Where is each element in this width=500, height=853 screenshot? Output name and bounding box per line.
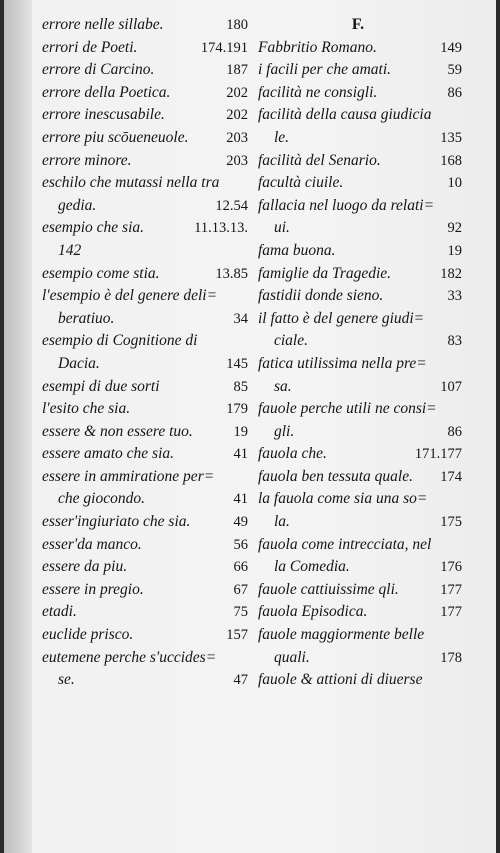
- entry-text: fallacia nel luogo da relati=: [258, 196, 435, 214]
- entry-text: Fabbritio Romano.: [258, 38, 377, 56]
- page-reference: 203: [226, 152, 248, 169]
- page-reference: 92: [447, 220, 462, 237]
- entry-text: essere in ammiratione per=: [42, 467, 215, 485]
- index-entry: [258, 556, 462, 579]
- index-entry: [42, 195, 248, 218]
- page-reference: 10: [447, 175, 462, 192]
- entry-text: esser'ingiuriato che sia.: [42, 513, 191, 531]
- page-reference: 66: [233, 559, 248, 576]
- index-entry: [258, 330, 462, 353]
- entry-text: che giocondo.: [58, 490, 145, 508]
- index-entry: [258, 421, 462, 444]
- index-entry: [258, 37, 462, 60]
- page-reference: 182: [440, 265, 462, 282]
- page-reference: 13.85: [215, 265, 248, 282]
- index-entry: [258, 308, 462, 331]
- entry-text: fama buona.: [258, 241, 336, 259]
- entry-text: euclide prisco.: [42, 626, 134, 644]
- index-entry: [258, 647, 462, 670]
- page-reference: 203: [226, 129, 248, 146]
- page-reference: 176: [440, 559, 462, 576]
- index-entry: [42, 353, 248, 376]
- entry-text: 142: [58, 241, 82, 259]
- entry-text: errori de Poeti.: [42, 38, 138, 56]
- index-column-left: [42, 14, 248, 692]
- page-reference: 202: [226, 107, 248, 124]
- index-entry: [258, 104, 462, 127]
- page-reference: 145: [226, 355, 248, 372]
- index-entry: [42, 263, 248, 286]
- page-reference: 175: [440, 514, 462, 531]
- index-entry: [258, 59, 462, 82]
- entry-text: gli.: [274, 422, 295, 440]
- entry-text: essere amato che sia.: [42, 445, 175, 463]
- page-reference: 202: [226, 84, 248, 101]
- index-entry: [42, 240, 248, 263]
- entry-text: esempi di due sorti: [42, 377, 160, 395]
- entry-text: facultà ciuile.: [258, 174, 344, 192]
- index-entry: [42, 556, 248, 579]
- index-entry: [258, 172, 462, 195]
- entry-text: famiglie da Tragedie.: [258, 264, 392, 282]
- index-entry: [258, 82, 462, 105]
- entry-text: fatica utilissima nella pre=: [258, 354, 427, 372]
- index-entry: [258, 127, 462, 150]
- index-entry: [42, 443, 248, 466]
- index-entry: [42, 624, 248, 647]
- index-entry: [42, 488, 248, 511]
- entry-text: fauola come intrecciata, nel: [258, 535, 432, 553]
- entry-text: errore minore.: [42, 151, 132, 169]
- entry-text: la fauola come sia una so=: [258, 490, 428, 508]
- page-reference: 56: [233, 536, 248, 553]
- page-reference: 86: [447, 84, 462, 101]
- entry-text: essere da piu.: [42, 558, 128, 576]
- entry-text: i facili per che amati.: [258, 61, 392, 79]
- page-reference: 177: [440, 604, 462, 621]
- index-entry: [258, 195, 462, 218]
- page-reference: 86: [447, 423, 462, 440]
- entry-text: fauole & attioni di diuerse: [258, 671, 423, 689]
- entry-text: Dacia.: [58, 354, 100, 372]
- index-column-right: [258, 14, 462, 692]
- index-entry: [42, 534, 248, 557]
- index-entry: [258, 376, 462, 399]
- index-entry: [258, 488, 462, 511]
- entry-text: le.: [274, 128, 290, 146]
- index-entry: [42, 59, 248, 82]
- page-reference: 171.177: [414, 446, 462, 463]
- index-entry: [42, 579, 248, 602]
- index-entry: [258, 240, 462, 263]
- page-reference: 177: [440, 581, 462, 598]
- index-entry: [258, 217, 462, 240]
- index-entry: [42, 308, 248, 331]
- entry-text: gedia.: [58, 196, 97, 214]
- page-reference: 33: [447, 288, 462, 305]
- page-reference: 67: [233, 581, 248, 598]
- page-reference: 157: [226, 627, 248, 644]
- entry-text: fauole maggiormente belle: [258, 626, 425, 644]
- index-entry: [42, 217, 248, 240]
- index-entry: [258, 511, 462, 534]
- page-reference: 19: [447, 242, 462, 259]
- page-reference: 41: [233, 446, 248, 463]
- entry-text: eschilo che mutassi nella tra: [42, 174, 220, 192]
- entry-text: l'esito che sia.: [42, 400, 131, 418]
- page-reference: 135: [440, 129, 462, 146]
- entry-text: il fatto è del genere giudi=: [258, 309, 425, 327]
- entry-text: ui.: [274, 219, 290, 237]
- index-entry: [42, 150, 248, 173]
- index-entry: [258, 150, 462, 173]
- entry-text: facilità della causa giudicia: [258, 106, 432, 124]
- index-entry: [258, 14, 462, 37]
- page-reference: 107: [440, 378, 462, 395]
- entry-text: esempio di Cognitione di: [42, 332, 198, 350]
- index-entry: [258, 443, 462, 466]
- page-reference: 75: [233, 604, 248, 621]
- entry-text: errore della Poetica.: [42, 83, 171, 101]
- index-entry: [42, 511, 248, 534]
- entry-text: l'esempio è del genere deli=: [42, 287, 218, 305]
- page-reference: 49: [233, 514, 248, 531]
- book-page: [4, 0, 496, 853]
- entry-text: esempio che sia.: [42, 219, 145, 237]
- page-reference: 179: [226, 401, 248, 418]
- entry-text: facilità ne consigli.: [258, 83, 378, 101]
- entry-text: fauola Episodica.: [258, 603, 368, 621]
- entry-text: fauola che.: [258, 445, 327, 463]
- entry-text: fauole perche utili ne consi=: [258, 400, 437, 418]
- index-entry: [258, 466, 462, 489]
- index-entry: [42, 647, 248, 670]
- entry-text: sa.: [274, 377, 292, 395]
- index-entry: [42, 37, 248, 60]
- entry-text: errore inescusabile.: [42, 106, 165, 124]
- entry-text: se.: [58, 671, 75, 689]
- page-reference: 19: [233, 423, 248, 440]
- index-entry: [42, 601, 248, 624]
- index-entry: [42, 466, 248, 489]
- entry-text: la Comedia.: [274, 558, 350, 576]
- entry-text: eutemene perche s'uccides=: [42, 648, 217, 666]
- entry-text: fastidii donde sieno.: [258, 287, 384, 305]
- entry-text: facilità del Senario.: [258, 151, 381, 169]
- page-reference: 174.191: [200, 39, 248, 56]
- page-reference: 11.13.13.: [194, 220, 248, 237]
- index-entry: [42, 127, 248, 150]
- entry-text: la.: [274, 513, 290, 531]
- entry-text: fauole cattiuissime qli.: [258, 580, 399, 598]
- page-reference: 168: [440, 152, 462, 169]
- index-entry: [258, 534, 462, 557]
- index-entry: [42, 669, 248, 692]
- entry-text: errore piu scōueneuole.: [42, 128, 189, 146]
- index-entry: [42, 104, 248, 127]
- entry-text: errore di Carcino.: [42, 61, 155, 79]
- index-entry: [258, 263, 462, 286]
- entry-text: etadi.: [42, 603, 77, 621]
- page-reference: 34: [233, 310, 248, 327]
- page-reference: 12.54: [215, 197, 248, 214]
- page-reference: 41: [233, 491, 248, 508]
- entry-text: quali.: [274, 648, 310, 666]
- index-entry: [258, 579, 462, 602]
- index-entry: [42, 376, 248, 399]
- entry-text: F.: [351, 16, 365, 33]
- entry-text: errore nelle sillabe.: [42, 16, 164, 33]
- page-reference: 83: [447, 333, 462, 350]
- entry-text: ciale.: [274, 332, 308, 350]
- entry-text: essere in pregio.: [42, 580, 144, 598]
- index-entry: [42, 285, 248, 308]
- index-entry: [258, 353, 462, 376]
- index-entry: [258, 624, 462, 647]
- page-gutter: [4, 0, 32, 853]
- index-entry: [42, 398, 248, 421]
- page-reference: 187: [226, 62, 248, 79]
- index-entry: [42, 421, 248, 444]
- page-reference: 85: [233, 378, 248, 395]
- index-entry: [258, 669, 462, 692]
- index-entry: [42, 82, 248, 105]
- index-entry: [258, 285, 462, 308]
- page-reference: 180: [226, 17, 248, 33]
- entry-text: esser'da manco.: [42, 535, 142, 553]
- index-entry: [258, 601, 462, 624]
- page-reference: 149: [440, 39, 462, 56]
- entry-text: fauola ben tessuta quale.: [258, 467, 413, 485]
- index-entry: [258, 398, 462, 421]
- entry-text: esempio come stia.: [42, 264, 160, 282]
- index-entry: [42, 172, 248, 195]
- page-reference: 178: [440, 649, 462, 666]
- index-entry: [42, 330, 248, 353]
- page-reference: 47: [233, 672, 248, 689]
- entry-text: beratiuo.: [58, 309, 115, 327]
- entry-text: essere & non essere tuo.: [42, 422, 193, 440]
- page-reference: 59: [447, 62, 462, 79]
- index-entry: [42, 14, 248, 37]
- page-reference: 174: [440, 468, 462, 485]
